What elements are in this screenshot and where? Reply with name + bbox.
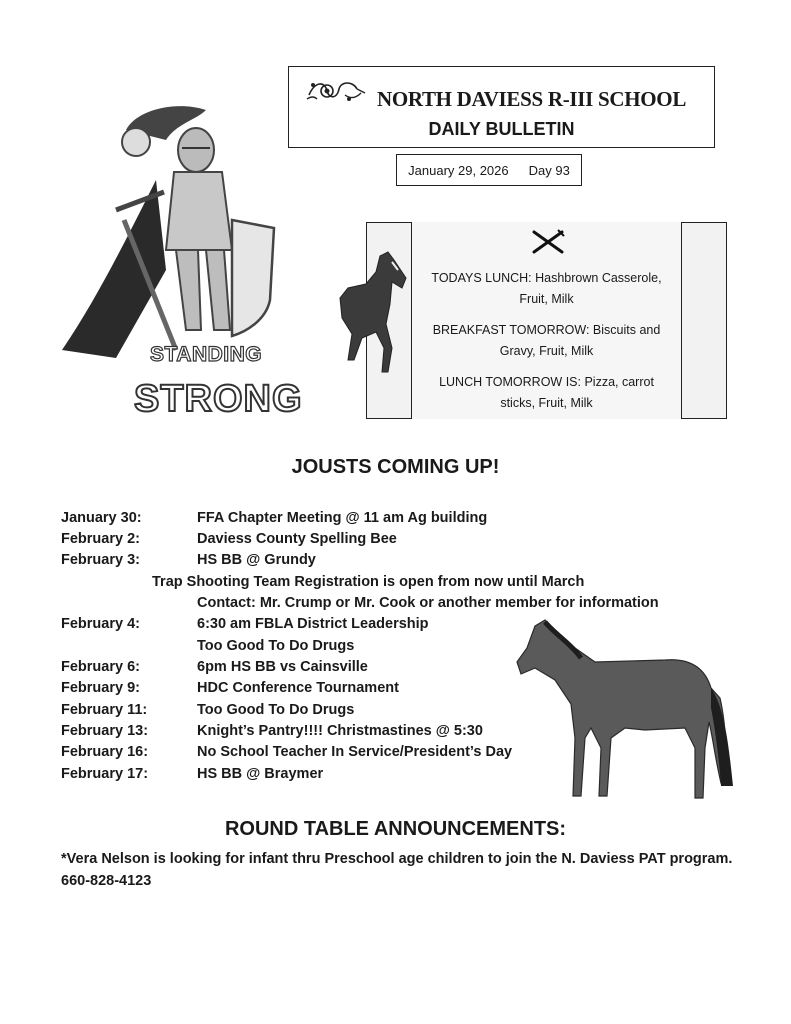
jousts-heading: JOUSTS COMING UP! bbox=[291, 456, 500, 478]
event-desc: HDC Conference Tournament bbox=[197, 680, 399, 696]
horse-icon bbox=[336, 248, 410, 378]
event-desc: Too Good To Do Drugs bbox=[197, 638, 355, 654]
event-date: February 16: bbox=[61, 744, 149, 760]
event-desc: 6:30 am FBLA District Leadership bbox=[197, 616, 429, 632]
event-desc: No School Teacher In Service/President’s Day bbox=[197, 744, 513, 760]
breakfast-line2: Gravy, Fruit, Milk bbox=[499, 344, 594, 358]
event-desc: Daviess County Spelling Bee bbox=[197, 531, 397, 547]
bulletin-title: DAILY BULLETIN bbox=[428, 119, 575, 139]
event-desc: HS BB @ Grundy bbox=[197, 552, 316, 568]
event-desc: HS BB @ Braymer bbox=[197, 766, 324, 782]
event-date: February 17: bbox=[61, 766, 149, 782]
event-date: February 9: bbox=[61, 680, 140, 696]
mascot-line-standing: STANDING bbox=[150, 343, 263, 366]
trap-shooting-note: Trap Shooting Team Registration is open from now until March bbox=[152, 574, 585, 590]
school-name: NORTH DAVIESS R-III SCHOOL bbox=[376, 87, 687, 111]
bulletin-date: January 29, 2026 bbox=[408, 162, 509, 178]
fork-knife-icon bbox=[530, 228, 566, 256]
event-desc: FFA Chapter Meeting @ 11 am Ag building bbox=[197, 510, 488, 526]
breakfast-line1: BREAKFAST TOMORROW: Biscuits and bbox=[432, 323, 661, 337]
event-date: February 13: bbox=[61, 723, 149, 739]
event-date: February 4: bbox=[61, 616, 140, 632]
event-desc: Too Good To Do Drugs bbox=[197, 702, 355, 718]
todays-lunch-line1: TODAYS LUNCH: Hashbrown Casserole, bbox=[431, 271, 662, 285]
breakfast-tomorrow bbox=[412, 320, 681, 362]
announcement-text: *Vera Nelson is looking for infant thru Preschool age children to join the N. Daviess PAT program. 660-828-4123 bbox=[61, 851, 733, 889]
event-date: February 2: bbox=[61, 531, 140, 547]
todays-lunch-line2: Fruit, Milk bbox=[519, 292, 574, 306]
header-box bbox=[288, 66, 715, 148]
event-date: February 3: bbox=[61, 552, 140, 568]
horse-icon bbox=[515, 618, 735, 808]
event-desc: Contact: Mr. Crump or Mr. Cook or another member for information bbox=[197, 595, 659, 611]
menu-panel bbox=[411, 222, 682, 419]
event-desc: Knight’s Pantry!!!! Christmastines @ 5:30 bbox=[197, 723, 483, 739]
event-date: February 11: bbox=[61, 702, 148, 718]
lunch-tomorrow bbox=[412, 372, 681, 414]
event-date: February 6: bbox=[61, 659, 140, 675]
event-desc: 6pm HS BB vs Cainsville bbox=[197, 659, 368, 675]
knight-icon bbox=[56, 100, 296, 370]
bulletin-day: Day 93 bbox=[528, 162, 570, 178]
lunch-tomorrow-line1: LUNCH TOMORROW IS: Pizza, carrot bbox=[439, 375, 654, 389]
event-date: January 30: bbox=[61, 510, 142, 526]
date-box bbox=[396, 154, 582, 186]
todays-lunch bbox=[412, 268, 681, 310]
lunch-tomorrow-line2: sticks, Fruit, Milk bbox=[500, 396, 593, 410]
menu-box bbox=[366, 222, 727, 419]
round-table-heading: ROUND TABLE ANNOUNCEMENTS: bbox=[224, 818, 567, 840]
mascot-line-strong: STRONG bbox=[134, 378, 303, 420]
